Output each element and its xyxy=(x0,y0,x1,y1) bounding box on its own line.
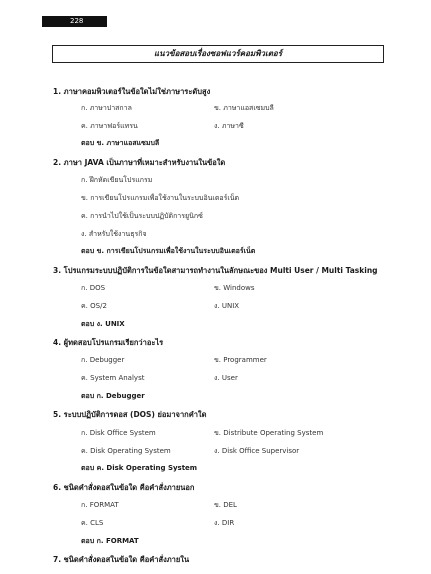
q4-option-b: ข. Programmer xyxy=(214,356,267,364)
question-6: 6. ชนิดคำสั่งดอสในข้อใด คือคำสั่งภายนอก xyxy=(53,483,195,492)
page-number: 228 xyxy=(42,16,107,27)
q2-option-a: ก. ฝึกหัดเขียนโปรแกรม xyxy=(81,176,153,184)
q3-option-c: ค. OS/2 xyxy=(81,302,107,310)
q1-option-b: ข. ภาษาแอสเซมบลี xyxy=(214,104,274,112)
q1-option-c: ค. ภาษาฟอร์แทรน xyxy=(81,122,138,130)
q5-option-b: ข. Distribute Operating System xyxy=(214,429,324,437)
q3-option-a: ก. DOS xyxy=(81,284,106,292)
q3-option-d: ง. UNIX xyxy=(214,302,240,310)
q6-option-c: ค. CLS xyxy=(81,519,104,527)
q1-answer: ตอบ ข. ภาษาแอสแซมบลี xyxy=(81,139,160,147)
q2-answer: ตอบ ข. การเขียนโปรแกรมเพื่อใช้งานในระบบอินเตอร์เน็ต xyxy=(81,247,256,255)
q5-option-d: ง. Disk Office Supervisor xyxy=(214,447,300,455)
q6-option-a: ก. FORMAT xyxy=(81,501,119,509)
q5-option-c: ค. Disk Operating System xyxy=(81,447,171,455)
q6-option-d: ง. DIR xyxy=(214,519,235,527)
q4-option-c: ค. System Analyst xyxy=(81,374,145,382)
q1-option-d: ง. ภาษาซี xyxy=(214,122,244,130)
q5-answer: ตอบ ค. Disk Operating System xyxy=(81,464,198,472)
q1-option-a: ก. ภาษาปาสกาล xyxy=(81,104,132,112)
q2-option-b: ข. การเขียนโปรแกรมเพื่อใช้งานในระบบอินเตอร์เน็ต xyxy=(81,194,240,202)
question-2: 2. ภาษา JAVA เป็นภาษาที่เหมาะสำหรับงานในข้อใด xyxy=(53,158,226,167)
q5-option-a: ก. Disk Office System xyxy=(81,429,156,437)
question-7: 7. ชนิดคำสั่งดอสในข้อใด คือคำสั่งภายใน xyxy=(53,555,190,564)
question-4: 4. ผู้ทดสอบโปรแกรมเรียกว่าอะไร xyxy=(53,338,164,347)
q4-option-a: ก. Debugger xyxy=(81,356,125,364)
q2-option-d: ง. สำหรับใช้งานธุรกิจ xyxy=(81,230,147,238)
q4-option-d: ง. User xyxy=(214,374,238,382)
document-title: แนวข้อสอบเรื่องซอฟแวร์คอมพิวเตอร์ xyxy=(52,45,384,63)
question-5: 5. ระบบปฏิบัติการดอส (DOS) ย่อมาจากคำใด xyxy=(53,410,207,419)
question-1: 1. ภาษาคอมพิวเตอร์ในข้อใดไม่ใช่ภาษาระดับสูง xyxy=(53,87,211,96)
question-3: 3. โปรแกรมระบบปฏิบัติการในข้อใดสามารถทำงานในลักษณะของ Multi User / Multi Tasking xyxy=(53,266,378,275)
q3-answer: ตอบ ง. UNIX xyxy=(81,320,125,328)
q3-option-b: ข. Windows xyxy=(214,284,255,292)
q6-option-b: ข. DEL xyxy=(214,501,237,509)
q6-answer: ตอบ ก. FORMAT xyxy=(81,537,139,545)
q4-answer: ตอบ ก. Debugger xyxy=(81,392,145,400)
q2-option-c: ค. การนำไปใช้เป็นระบบปฏิบัติการยูนิกซ์ xyxy=(81,212,203,220)
